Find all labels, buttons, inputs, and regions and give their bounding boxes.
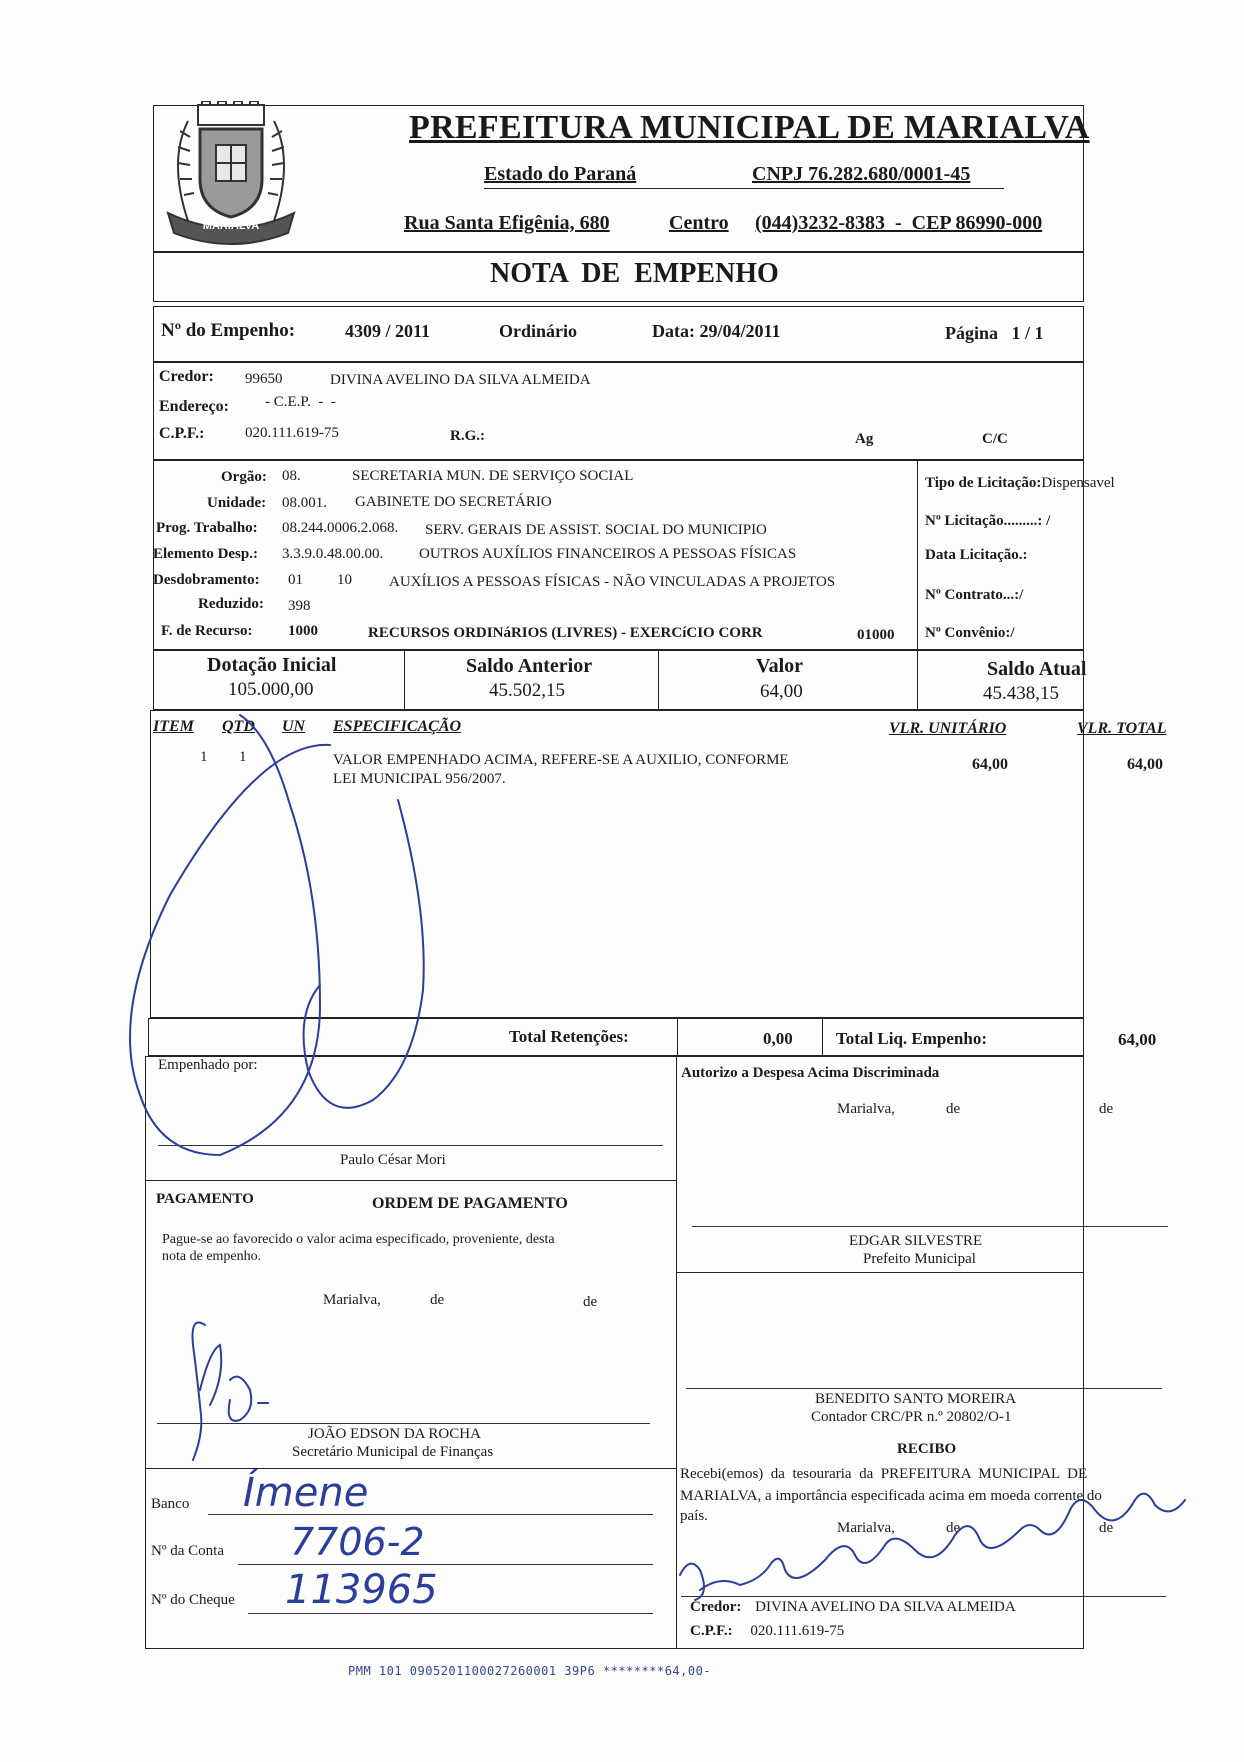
unidade-name: GABINETE DO SECRETÁRIO <box>355 494 552 510</box>
autorizo-de-2: de <box>1099 1101 1114 1117</box>
licitacao-data: Data Licitação.: <box>925 547 1028 563</box>
cheque-handwritten: 113965 <box>285 1567 438 1613</box>
pagamento-text-2: nota de empenho. <box>162 1249 262 1264</box>
orgao-label: Orgão: <box>221 469 267 485</box>
pagamento-de-1: de <box>430 1292 445 1308</box>
conta-handwritten: 7706-2 <box>290 1520 425 1564</box>
empenho-date: Data: 29/04/2011 <box>652 321 781 341</box>
recurso-label: F. de Recurso: <box>161 623 253 639</box>
retencoes-value: 0,00 <box>763 1029 793 1048</box>
credor-signature-stroke <box>680 1494 1185 1600</box>
autorizo-place: Marialva, <box>837 1101 895 1117</box>
autorizo-label: Autorizo a Despesa Acima Discriminada <box>681 1065 940 1081</box>
recibo-text-2: MARIALVA, a importância especificada acima em moeda corrente do <box>680 1488 1102 1504</box>
desdobramento-code: 01 <box>288 572 303 588</box>
saldo-atual-value: 45.438,15 <box>983 683 1059 704</box>
recibo-cpf-label: C.P.F.: <box>690 1623 733 1639</box>
desdobramento-label: Desdobramento: <box>153 572 260 588</box>
accountant-title: Contador CRC/PR n.º 20802/O-1 <box>811 1409 1012 1425</box>
accountant-name: BENEDITO SANTO MOREIRA <box>815 1391 1017 1407</box>
finance-signer-name: JOÃO EDSON DA ROCHA <box>308 1426 481 1442</box>
elemento-label: Elemento Desp.: <box>153 546 258 562</box>
recibo-title: RECIBO <box>897 1441 957 1457</box>
licitacao-contrato: Nº Contrato...:/ <box>925 587 1024 603</box>
ordem-pagamento-label: ORDEM DE PAGAMENTO <box>372 1195 568 1212</box>
recibo-text-1: Recebi(emos) da tesouraria da PREFEITURA MUNICIPAL DE <box>680 1466 1088 1482</box>
pagamento-text-1: Pague-se ao favorecido o valor acima especificado, proveniente, desta <box>162 1232 555 1247</box>
liquido-label: Total Liq. Empenho: <box>836 1029 987 1048</box>
endereco-value: - C.E.P. - - <box>265 394 336 410</box>
col-un: UN <box>282 718 306 735</box>
item-row-desc-2: LEI MUNICIPAL 956/2007. <box>333 771 506 787</box>
svg-text:MARIALVA: MARIALVA <box>202 220 260 232</box>
orgao-code: 08. <box>282 468 301 484</box>
unidade-code: 08.001. <box>282 495 327 511</box>
prog-code: 08.244.0006.2.068. <box>282 520 399 536</box>
state-label: Estado do Paraná <box>484 163 637 185</box>
finance-signer-title: Secretário Municipal de Finanças <box>292 1444 494 1460</box>
banco-handwritten: Ímene <box>243 1470 369 1516</box>
col-item: ITEM <box>153 718 194 735</box>
prog-label: Prog. Trabalho: <box>156 520 258 536</box>
desdobramento-name: AUXÍLIOS A PESSOAS FÍSICAS - NÃO VINCULADAS A PROJETOS <box>389 574 836 590</box>
item-row-qtd: 1 <box>239 749 247 765</box>
item-row-item: 1 <box>200 749 208 765</box>
autorizo-de-1: de <box>946 1101 961 1117</box>
recibo-place: Marialva, <box>837 1520 895 1536</box>
page-number: Página 1 / 1 <box>945 323 1044 343</box>
endereco-label: Endereço: <box>159 398 229 415</box>
pagamento-place: Marialva, <box>323 1292 381 1308</box>
col-total: VLR. TOTAL <box>1077 720 1167 737</box>
cheque-label: Nº do Cheque <box>151 1592 235 1608</box>
credor-code: 99650 <box>245 371 283 387</box>
ag-label: Ag <box>855 431 874 447</box>
recibo-de-1: de <box>946 1520 961 1536</box>
banco-label: Banco <box>151 1496 190 1512</box>
address-label: Rua Santa Efigênia, 680 <box>404 212 610 234</box>
finance-signature-stroke <box>193 1323 269 1461</box>
recibo-de-2: de <box>1099 1520 1114 1536</box>
col-espec: ESPECIFICAÇÃO <box>333 718 462 735</box>
district-label: Centro <box>669 212 729 234</box>
footer-stamp: PMM 101 0905201100027260001 39P6 ********64,00- <box>348 1664 712 1678</box>
empenhado-label: Empenhado por: <box>158 1057 258 1073</box>
liquido-value: 64,00 <box>1118 1030 1157 1049</box>
dotacao-inicial-value: 105.000,00 <box>228 679 314 700</box>
licitacao-numero: Nº Licitação.........: / <box>925 513 1051 529</box>
item-row-desc-1: VALOR EMPENHADO ACIMA, REFERE-SE A AUXILIO, CONFORME <box>333 752 789 768</box>
cpf-value: 020.111.619-75 <box>245 425 339 441</box>
saldo-anterior-value: 45.502,15 <box>489 680 565 701</box>
item-row-unit: 64,00 <box>972 756 1008 773</box>
cc-label: C/C <box>982 431 1008 447</box>
col-unit: VLR. UNITÁRIO <box>889 720 1007 737</box>
licitacao-tipo-label: Tipo de Licitação: <box>925 475 1042 491</box>
recurso-name: RECURSOS ORDINáRIOS (LIVRES) - EXERCíCIO CORR <box>368 625 763 641</box>
desdobramento-sub: 10 <box>337 572 352 588</box>
unidade-label: Unidade: <box>207 495 267 511</box>
recurso-code: 1000 <box>288 623 318 639</box>
empenhado-signature-stroke <box>130 715 424 1155</box>
recibo-credor-label: Credor: <box>690 1599 742 1615</box>
rg-label: R.G.: <box>450 428 485 444</box>
licitacao-tipo-value: Dispensavel <box>1041 475 1115 491</box>
phone-cep-label: (044)3232-8383 - CEP 86990-000 <box>755 212 1043 234</box>
doc-title: NOTA DE EMPENHO <box>490 258 779 289</box>
recibo-text-3: país. <box>680 1508 708 1524</box>
valor-value: 64,00 <box>760 681 803 702</box>
conta-label: Nº da Conta <box>151 1543 224 1559</box>
retencoes-label: Total Retenções: <box>509 1027 629 1046</box>
licitacao-convenio: Nº Convênio:/ <box>925 625 1015 641</box>
recibo-credor-name: DIVINA AVELINO DA SILVA ALMEIDA <box>755 1599 1016 1615</box>
saldo-anterior-label: Saldo Anterior <box>466 655 593 677</box>
reduzido-value: 398 <box>288 598 311 614</box>
elemento-name: OUTROS AUXÍLIOS FINANCEIROS A PESSOAS FÍSICAS <box>419 546 797 562</box>
mayor-name: EDGAR SILVESTRE <box>849 1233 983 1249</box>
orgao-name: SECRETARIA MUN. DE SERVIÇO SOCIAL <box>352 468 634 484</box>
recibo-cpf-value: 020.111.619-75 <box>750 1623 845 1639</box>
mayor-title: Prefeito Municipal <box>863 1251 976 1267</box>
municipality-title: PREFEITURA MUNICIPAL DE MARIALVA <box>409 109 1090 146</box>
col-qtd: QTD <box>222 718 255 735</box>
cnpj-label: CNPJ 76.282.680/0001-45 <box>752 163 971 185</box>
pagamento-de-2: de <box>583 1294 598 1310</box>
recurso-sub: 01000 <box>857 627 895 643</box>
pagamento-label: PAGAMENTO <box>156 1191 254 1207</box>
valor-label: Valor <box>756 655 804 677</box>
empenhado-name: Paulo César Mori <box>340 1152 446 1168</box>
credor-name: DIVINA AVELINO DA SILVA ALMEIDA <box>330 372 591 388</box>
saldo-atual-label: Saldo Atual <box>987 658 1087 680</box>
empenho-number-label: Nº do Empenho: <box>161 320 296 341</box>
item-row-total: 64,00 <box>1127 756 1163 773</box>
credor-label: Credor: <box>159 368 214 385</box>
prog-name: SERV. GERAIS DE ASSIST. SOCIAL DO MUNICIPIO <box>425 522 767 538</box>
dotacao-inicial-label: Dotação Inicial <box>207 654 337 676</box>
elemento-code: 3.3.9.0.48.00.00. <box>282 546 384 562</box>
reduzido-label: Reduzido: <box>198 596 264 612</box>
cpf-label: C.P.F.: <box>159 425 205 442</box>
empenho-number: 4309 / 2011 <box>345 321 431 341</box>
empenho-type: Ordinário <box>499 321 578 341</box>
